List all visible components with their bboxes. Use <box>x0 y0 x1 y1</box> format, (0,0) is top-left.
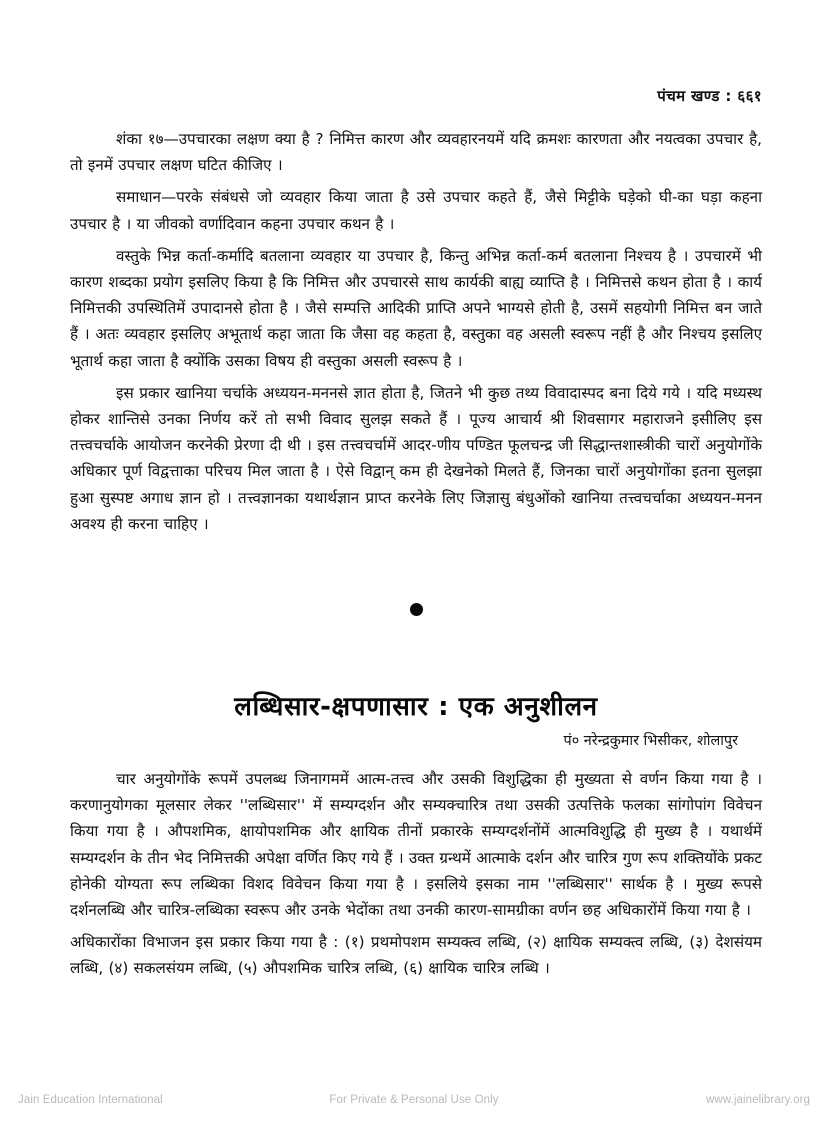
text-column <box>70 126 762 978</box>
body-paragraph: शंका १७—उपचारका लक्षण क्या है ? निमित्त कारण और व्यवहारनयमें यदि क्रमशः कारणता और नयत्वका उपचार है, तो इनमें उपचार लक्षण घटित कीजिए । <box>70 130 762 175</box>
article-byline: पं० नरेन्द्रकुमार भिसीकर, शोलापुर <box>563 733 738 749</box>
footer-usage-notice: For Private & Personal Use Only <box>329 1094 499 1106</box>
section-divider <box>70 596 762 622</box>
body-paragraph: वस्तुके भिन्न कर्ता-कर्मादि बतलाना व्यवहार या उपचार है, किन्तु अभिन्न कर्ता-कर्म बतलाना निश्चय है । उपचारमें भी कारण शब्दका प्रयोग इसलिए किया है कि निमित्त और उपचारसे साथ कार्यकी बाह्य व्याप्ति है । निमित्तसे कथन होता है । कार्य निमित्तकी उपस्थितिमें उपादानसे होता है । जैसे सम्पत्ति आदिकी प्राप्ति अपने भाग्यसे होती है, उसमें सहयोगी निमित्त बन जाते हैं । अतः व्यवहार इसलिए अभूतार्थ कहा जाता कि जैसा वह कहता है, वस्तुका वह असली स्वरूप नहीं है और निश्चय इसलिए भूतार्थ कहा जाता है क्योंकि उसका विषय ही वस्तुका असली स्वरूप है । <box>70 246 762 370</box>
running-head: पंचम खण्ड : ६६१ <box>657 87 762 105</box>
article-title: लब्धिसार-क्षपणासार : एक अनुशीलन <box>234 692 598 722</box>
filled-circle-ornament-icon <box>410 603 423 616</box>
article-body <box>70 766 762 982</box>
body-paragraph: चार अनुयोगोंके रूपमें उपलब्ध जिनागममें आत्म-तत्त्व और उसकी विशुद्धिका ही मुख्यता से वर्णन किया गया है । करणानुयोगका मूलसार लेकर ''लब्धिसार'' में सम्यग्दर्शन और सम्यक्चारित्र तथा उसकी उत्पत्तिके फलका सांगोपांग विवेचन किया गया है । औपशमिक, क्षायोपशमिक और क्षायिक तीनों प्रकारके सम्यग्दर्शनोंमें आत्मविशुद्धि ही मुख्य है । यथार्थमें सम्यग्दर्शन के तीन भेद निमित्तकी अपेक्षा वर्णित किए गये हैं । उक्त ग्रन्थमें आत्माके दर्शन और चारित्र गुण रूप शक्तियोंके प्रकट होनेकी योग्यता रूप लब्धिका विशद विवेचन किया गया है । इसलिये इसका नाम ''लब्धिसार'' सार्थक है । मुख्य रूपसे दर्शनलब्धि और चारित्र-लब्धिका स्वरूप और उनके भेदोंका तथा उनकी कारण-सामग्रीका वर्णन छह अधिकारोंमें किया गया है । <box>70 770 762 920</box>
page-footer <box>0 1086 828 1122</box>
article-section <box>70 688 762 982</box>
body-paragraph: अधिकारोंका विभाजन इस प्रकार किया गया है : (१) प्रथमोपशम सम्यक्त्व लब्धि, (२) क्षायिक सम्यक्त्व लब्धि, (३) देशसंयम लब्धि, (४) सकलसंयम लब्धि, (५) औपशमिक चारित्र लब्धि, (६) क्षायिक चारित्र लब्धि । <box>70 933 762 978</box>
body-paragraph: इस प्रकार खानिया चर्चाके अध्ययन-मननसे ज्ञात होता है, जितने भी कुछ तथ्य विवादास्पद बना दिये गये । यदि मध्यस्थ होकर शान्तिसे उनका निर्णय करें तो सभी विवाद सुलझ सकते हैं । पूज्य आचार्य श्री शिवसागर महाराजने इसीलिए इस तत्त्वचर्चाके आयोजन करनेकी प्रेरणा दी थी । इस तत्त्वचर्चामें आदर-णीय पण्डित फूलचन्द्र जी सिद्धान्तशास्त्रीकी चारों अनुयोगोंके अधिकार पूर्ण विद्वत्ताका परिचय मिल जाता है । ऐसे विद्वान् कम ही देखनेको मिलते हैं, जिनका चारों अनुयोगोंका इतना सुलझा हुआ सुस्पष्ट अगाध ज्ञान हो । तत्त्वज्ञानका यथार्थज्ञान प्राप्त करनेके लिए जिज्ञासु बंधुओंको खानिया तत्त्वचर्चाका अध्ययन-मनन अवश्य ही करना चाहिए । <box>70 383 762 533</box>
body-paragraph: समाधान—परके संबंधसे जो व्यवहार किया जाता है उसे उपचार कहते हैं, जैसे मिट्टीके घड़ेको घी-का घड़ा कहना उपचार है । या जीवको वर्णादिवान कहना उपचार कथन है । <box>70 188 762 233</box>
footer-website[interactable]: www.jainelibrary.org <box>705 1094 810 1106</box>
footer-organization: Jain Education International <box>18 1094 163 1106</box>
